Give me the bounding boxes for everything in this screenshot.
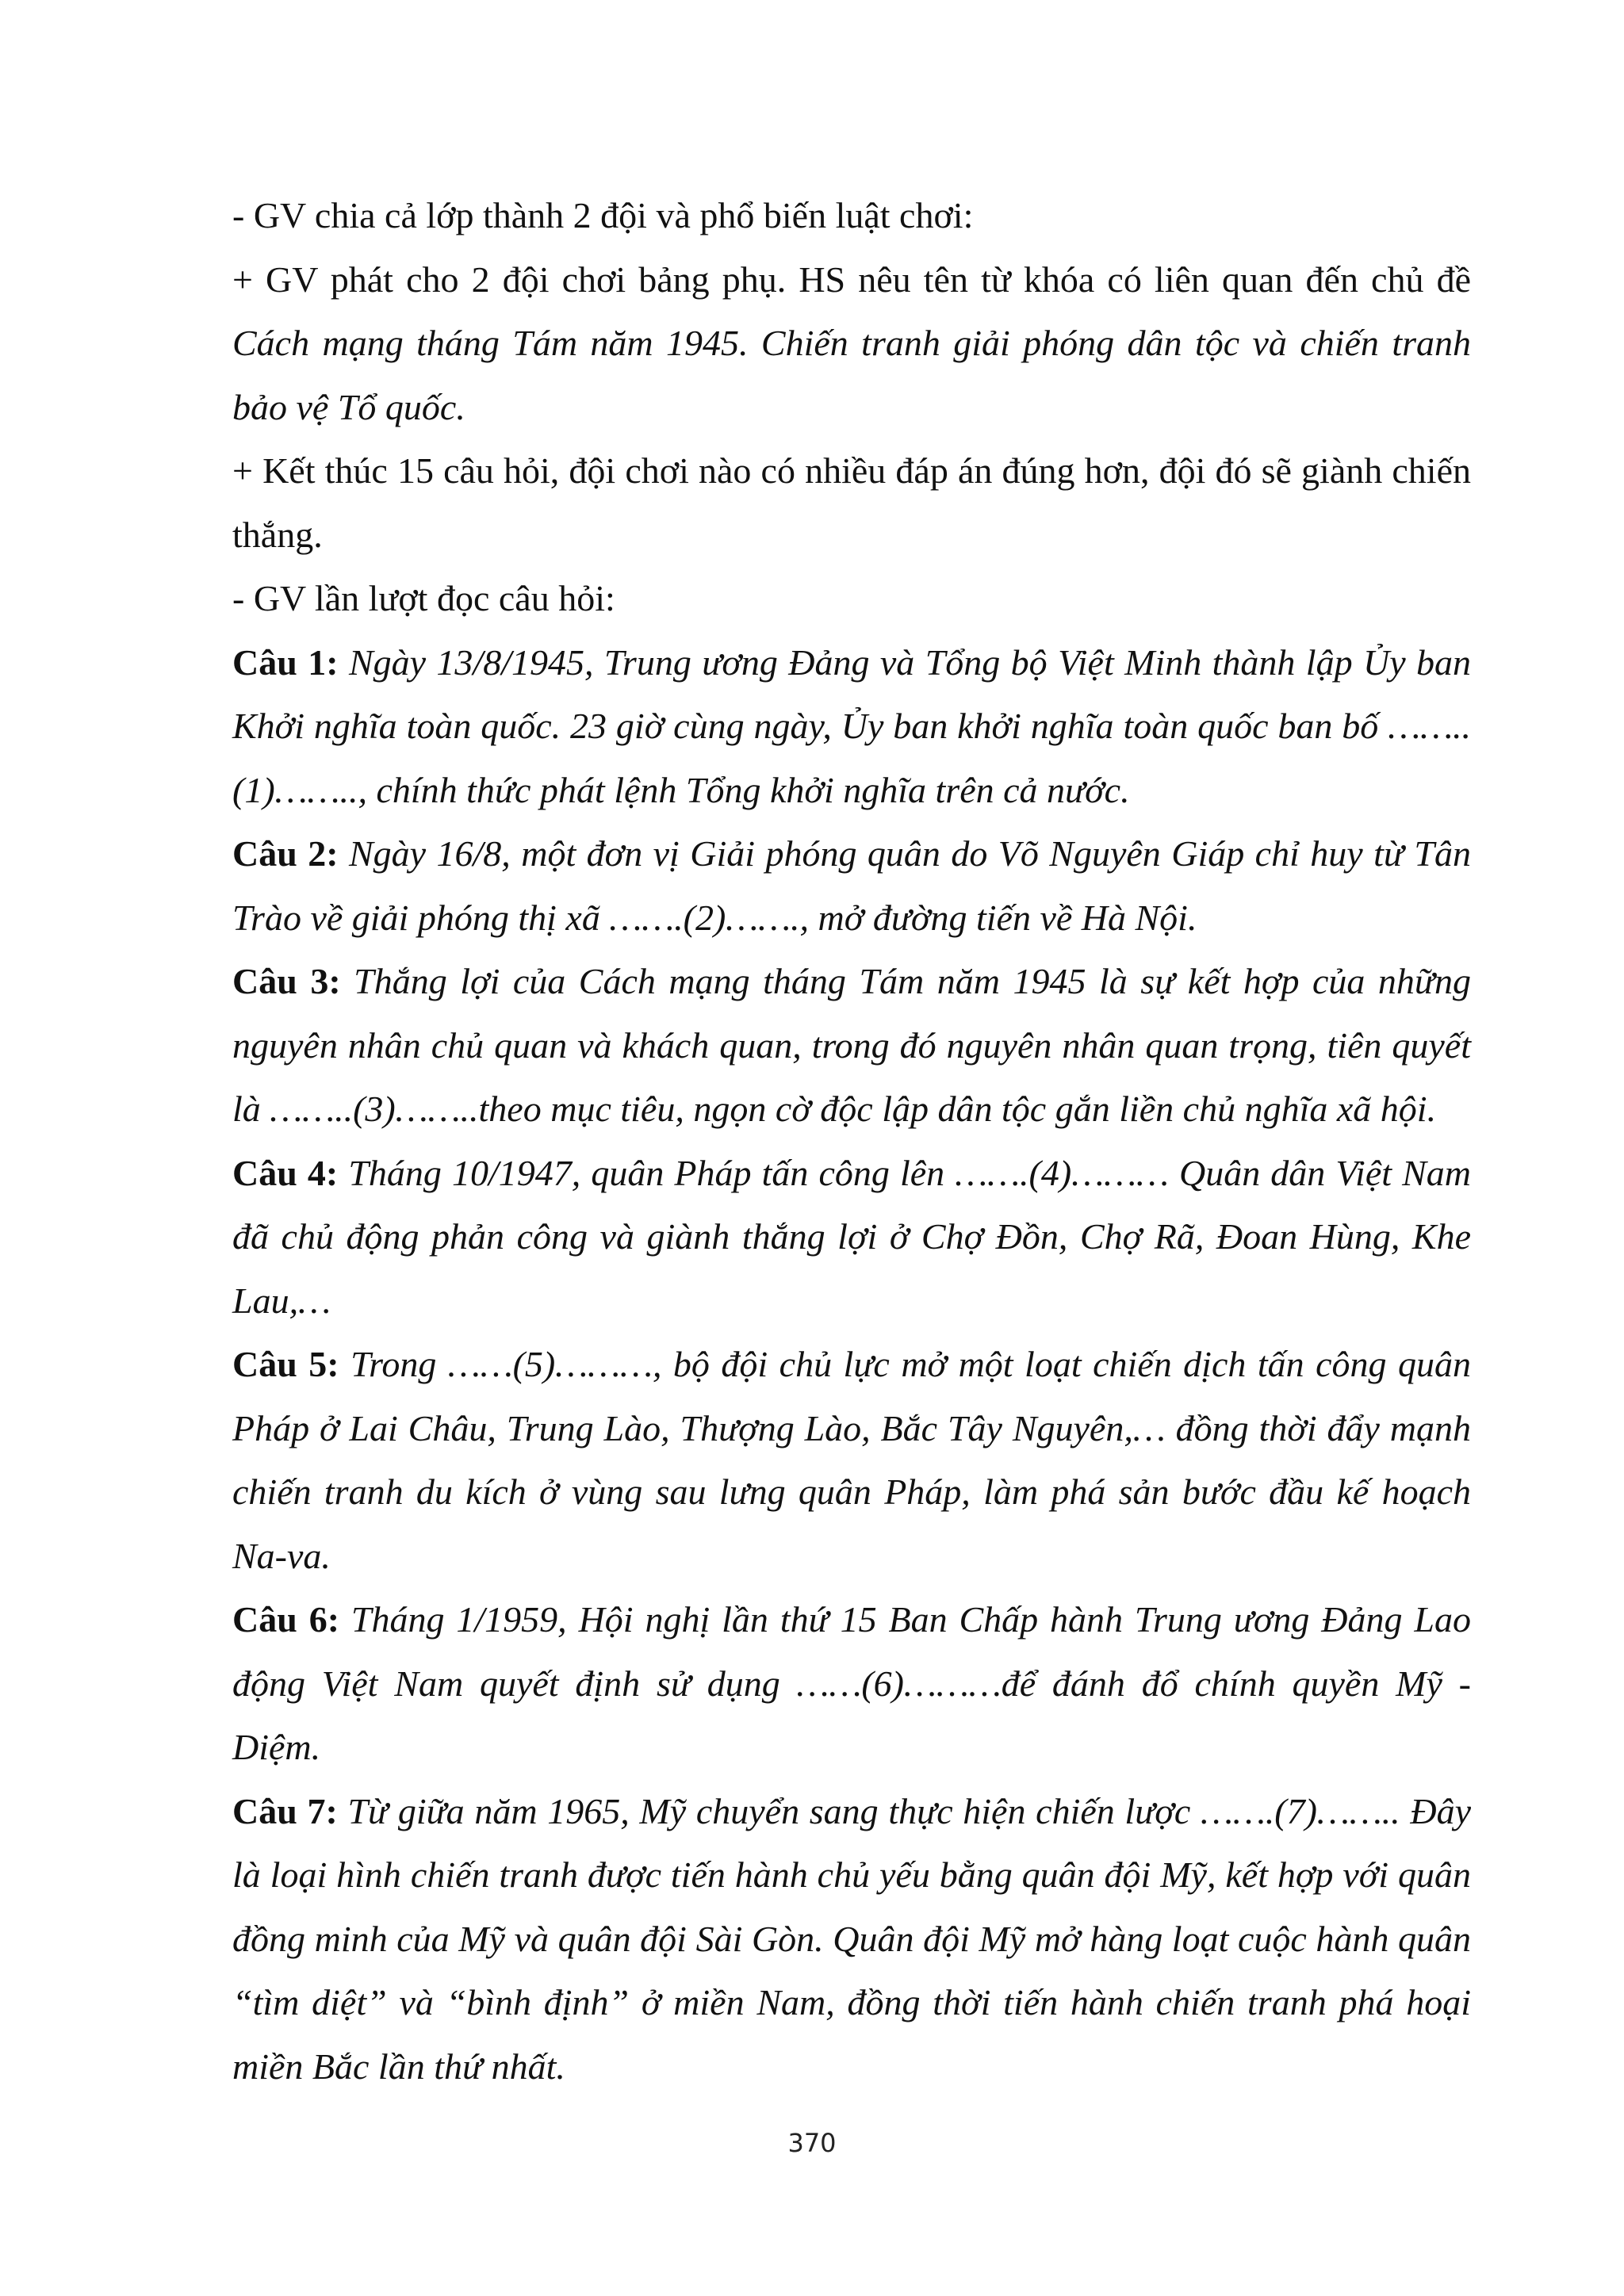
intro-line: - GV chia cả lớp thành 2 đội và phổ biến luật chơi:	[232, 195, 974, 235]
question-4	[232, 1142, 1471, 1334]
page-number: 370	[787, 2128, 837, 2158]
question-text: Ngày 13/8/1945, Trung ương Đảng và Tổng bộ Việt Minh thành lập Ủy ban Khởi nghĩa toàn quốc. 23 giờ cùng ngày, Ủy ban khởi nghĩa toàn quốc ban bố ……..(1)…….., chính thức phát lệnh Tổng khởi nghĩa trên cả nước.	[232, 641, 1472, 810]
question-label: Câu 7:	[232, 1790, 338, 1831]
question-text: Tháng 1/1959, Hội nghị lần thứ 15 Ban Chấp hành Trung ương Đảng Lao động Việt Nam quyết định sử dụng ……(6)………để đánh đổ chính quyền Mỹ - Diệm.	[232, 1599, 1472, 1767]
question-text: Ngày 16/8, một đơn vị Giải phóng quân do Võ Nguyên Giáp chỉ huy từ Tân Trào về giải phóng thị xã …….(2)……., mở đường tiến về Hà Nội.	[232, 833, 1472, 938]
rule-1-text: + GV phát cho 2 đội chơi bảng phụ. HS nêu tên từ khóa có liên quan đến chủ đề	[232, 258, 1471, 300]
question-label: Câu 1:	[232, 641, 339, 683]
question-label: Câu 2:	[232, 833, 339, 874]
question-text: Tháng 10/1947, quân Pháp tấn công lên …….(4)……… Quân dân Việt Nam đã chủ động phản công và giành thắng lợi ở Chợ Đồn, Chợ Rã, Đoan Hùng, Khe Lau,…	[232, 1152, 1472, 1321]
question-text: Trong ……(5)………, bộ đội chủ lực mở một loạt chiến dịch tấn công quân Pháp ở Lai Châu, Trung Lào, Thượng Lào, Bắc Tây Nguyên,… đồng thời đẩy mạnh chiến tranh du kích ở vùng sau lưng quân Pháp, làm phá sản bước đầu kế hoạch Na-va.	[232, 1344, 1472, 1576]
question-7	[232, 1780, 1471, 2099]
question-label: Câu 3:	[232, 961, 341, 1001]
question-text: Thắng lợi của Cách mạng tháng Tám năm 1945 là sự kết hợp của những nguyên nhân chủ quan và khách quan, trong đó nguyên nhân quan trọng, tiên quyết là ……..(3)……..theo mục tiêu, ngọn cờ độc lập dân tộc gắn liền chủ nghĩa xã hội.	[232, 961, 1472, 1129]
rule-2: + Kết thúc 15 câu hỏi, đội chơi nào có nhiều đáp án đúng hơn, đội đó sẽ giành chiến thắng.	[232, 450, 1471, 555]
question-2	[232, 822, 1471, 950]
read-questions-line: - GV lần lượt đọc câu hỏi:	[232, 578, 615, 618]
question-3	[232, 950, 1471, 1142]
question-5	[232, 1333, 1471, 1588]
question-label: Câu 6:	[232, 1599, 340, 1640]
question-1	[232, 631, 1471, 823]
rule-1-topic: Cách mạng tháng Tám năm 1945. Chiến tranh giải phóng dân tộc và chiến tranh bảo vệ Tổ quốc.	[232, 323, 1471, 427]
question-label: Câu 4:	[232, 1152, 339, 1193]
page-content	[232, 184, 1471, 2099]
question-label: Câu 5:	[232, 1344, 339, 1384]
question-text: Từ giữa năm 1965, Mỹ chuyển sang thực hiện chiến lược …….(7)…….. Đây là loại hình chiến tranh được tiến hành chủ yếu bằng quân đội Mỹ, kết hợp với quân đồng minh của Mỹ và quân đội Sài Gòn. Quân đội Mỹ mở hàng loạt cuộc hành quân “tìm diệt” và “bình định” ở miền Nam, đồng thời tiến hành chiến tranh phá hoại miền Bắc lần thứ nhất.	[232, 1790, 1471, 2087]
question-6	[232, 1588, 1471, 1780]
rule-1	[232, 248, 1471, 440]
